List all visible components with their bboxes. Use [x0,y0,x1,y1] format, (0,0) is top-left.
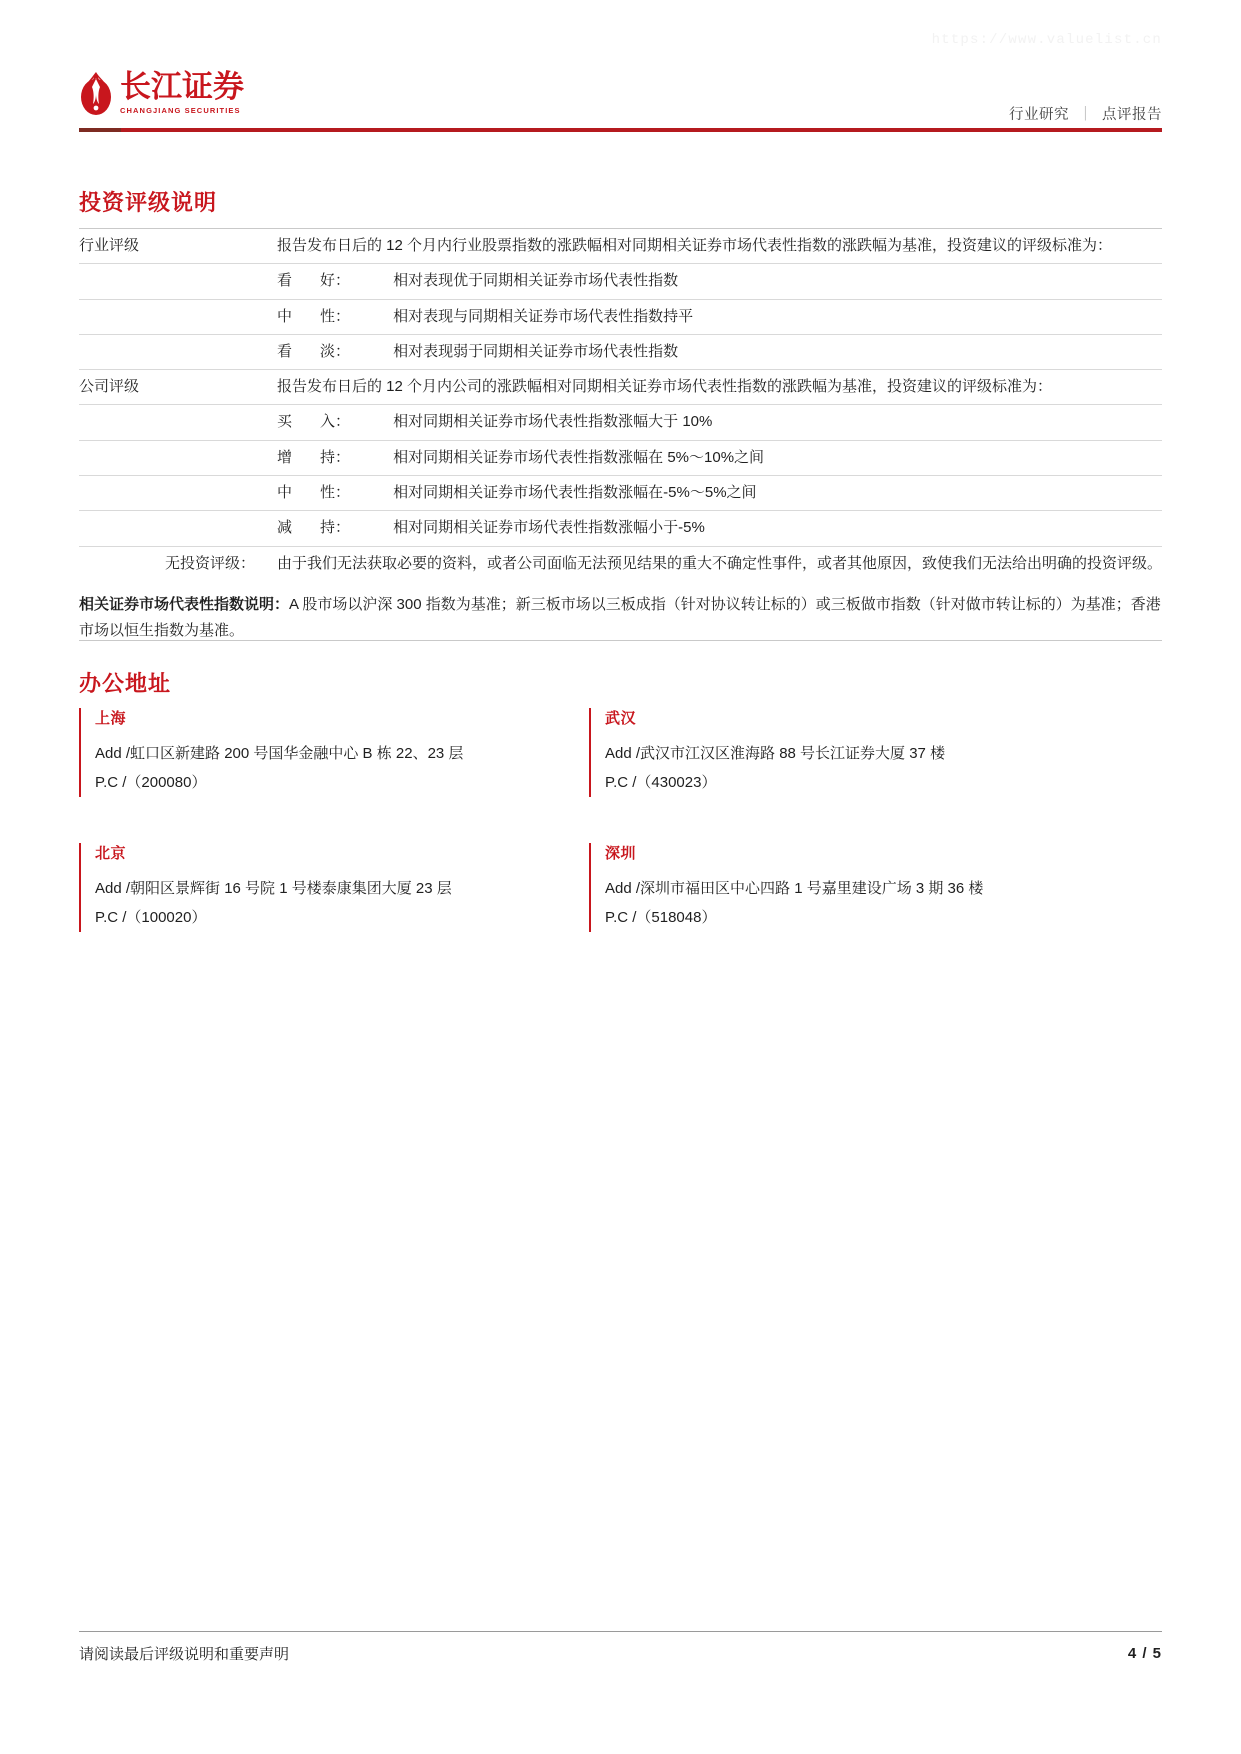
office-card-shenzhen [589,843,1162,932]
research-category-label: 行业研究 [1009,107,1069,123]
office-postcode-line: P.C /（430023） [605,773,717,791]
table-row-industry-rating [79,229,1162,264]
office-postcode-line: P.C /（518048） [605,908,717,926]
office-address-grid [79,708,1162,932]
office-card-wuhan [589,708,1162,797]
company-level-2-name-b: 性： [320,484,351,502]
office-card-beijing [79,843,589,932]
company-logo [79,66,244,116]
industry-level-0-name-b: 好： [320,272,351,290]
table-row-company-level-3 [79,511,1162,546]
office-address-line: Add /武汉市江汉区淮海路 88 号长江证券大厦 37 楼 [605,744,946,762]
company-level-3-desc: 相对同期相关证券市场代表性指数涨幅小于-5% [393,519,705,537]
benchmark-note-label: 相关证券市场代表性指数说明： [79,596,290,613]
company-level-cell [277,511,1162,546]
spacer-cell [79,264,277,299]
footer-divider [79,1631,1162,1632]
spacer-cell [79,405,277,440]
office-postcode-line: P.C /（100020） [95,908,207,926]
company-level-0-desc: 相对同期相关证券市场代表性指数涨幅大于 10% [393,413,713,431]
company-level-2-name-a: 中 [277,484,293,502]
office-section-title: 办公地址 [79,672,172,697]
company-level-3-name-a: 减 [277,519,293,537]
table-row-industry-level-0 [79,264,1162,299]
page-header [79,66,1162,128]
industry-level-1-name-a: 中 [277,307,293,325]
logo-english-name: CHANGJIANG SECURITIES [120,106,241,115]
header-separator: ｜ [1078,107,1093,123]
office-city-name: 深圳 [605,845,637,862]
office-card-shanghai [79,708,589,797]
company-level-cell [277,476,1162,511]
table-row-industry-level-2 [79,334,1162,369]
company-level-1-name-a: 增 [277,448,293,466]
company-level-1-desc: 相对同期相关证券市场代表性指数涨幅在 5%～10%之间 [393,448,765,466]
office-address-line: Add /朝阳区景辉街 16 号院 1 号楼泰康集团大厦 23 层 [95,879,452,897]
table-row-no-rating [79,546,1162,581]
spacer-cell [79,299,277,334]
office-postcode-line: P.C /（200080） [95,773,207,791]
industry-level-cell [277,334,1162,369]
office-city-name: 武汉 [605,710,637,727]
footer-disclaimer: 请阅读最后评级说明和重要声明 [79,1645,290,1663]
spacer-cell [79,511,277,546]
company-level-1-name-b: 持： [320,448,351,466]
spacer-cell [79,334,277,369]
industry-level-0-name-a: 看 [277,272,293,290]
page-number: 4 / 5 [1127,1644,1162,1662]
company-rating-body: 报告发布日后的 12 个月内公司的涨跌幅相对同期相关证券市场代表性指数的涨跌幅为基准，投资建议的评级标准为： [277,370,1162,405]
industry-level-0-desc: 相对表现优于同期相关证券市场代表性指数 [393,272,679,290]
report-type-label: 点评报告 [1102,107,1162,123]
no-rating-desc: 由于我们无法获取必要的资料，或者公司面临无法预见结果的重大不确定性事件，或者其他原因，致使我们无法给出明确的投资评级。 [277,546,1162,581]
industry-level-1-desc: 相对表现与同期相关证券市场代表性指数持平 [393,307,694,325]
watermark-url: https://www.valuelist.cn [931,32,1162,48]
industry-rating-body: 报告发布日后的 12 个月内行业股票指数的涨跌幅相对同期相关证券市场代表性指数的涨跌幅为基准，投资建议的评级标准为： [277,229,1162,264]
industry-rating-label: 行业评级 [79,229,277,264]
company-level-0-name-b: 入： [320,413,351,431]
table-row-company-rating [79,370,1162,405]
industry-level-cell [277,299,1162,334]
office-city-name: 上海 [95,710,127,727]
page-title: 投资评级说明 [79,191,218,216]
industry-level-1-name-b: 性： [320,307,351,325]
header-doc-meta [1009,103,1162,124]
no-rating-label: 无投资评级： [79,546,277,581]
office-city-name: 北京 [95,845,127,862]
table-row-company-level-2 [79,476,1162,511]
office-address-line: Add /深圳市福田区中心四路 1 号嘉里建设广场 3 期 36 楼 [605,879,984,897]
table-row-company-level-1 [79,440,1162,475]
section-divider [79,640,1162,641]
industry-level-cell [277,264,1162,299]
benchmark-index-note [79,592,1162,645]
logo-wordmark [120,71,244,116]
rating-definition-table [79,228,1162,581]
changjiang-flame-icon [79,66,113,116]
logo-chinese-name: 长江证券 [120,69,244,105]
industry-level-2-name-b: 淡： [320,342,351,360]
spacer-cell [79,476,277,511]
benchmark-note-text: A 股市场以沪深 300 指数为基准；新三板市场以三板成指（针对协议转让标的）或三板做市指数（针对做市转让标的）为基准；香港市场以恒生指数为基准。 [79,596,1161,640]
company-level-cell [277,440,1162,475]
page-footer [79,1640,1162,1666]
company-level-0-name-a: 买 [277,413,293,431]
header-divider [79,128,1162,132]
company-level-cell [277,405,1162,440]
company-level-2-desc: 相对同期相关证券市场代表性指数涨幅在-5%～5%之间 [393,484,757,502]
spacer-cell [79,440,277,475]
industry-level-2-desc: 相对表现弱于同期相关证券市场代表性指数 [393,342,679,360]
company-level-3-name-b: 持： [320,519,351,537]
table-row-industry-level-1 [79,299,1162,334]
company-rating-label: 公司评级 [79,370,277,405]
industry-level-2-name-a: 看 [277,342,293,360]
office-address-line: Add /虹口区新建路 200 号国华金融中心 B 栋 22、23 层 [95,744,464,762]
table-row-company-level-0 [79,405,1162,440]
